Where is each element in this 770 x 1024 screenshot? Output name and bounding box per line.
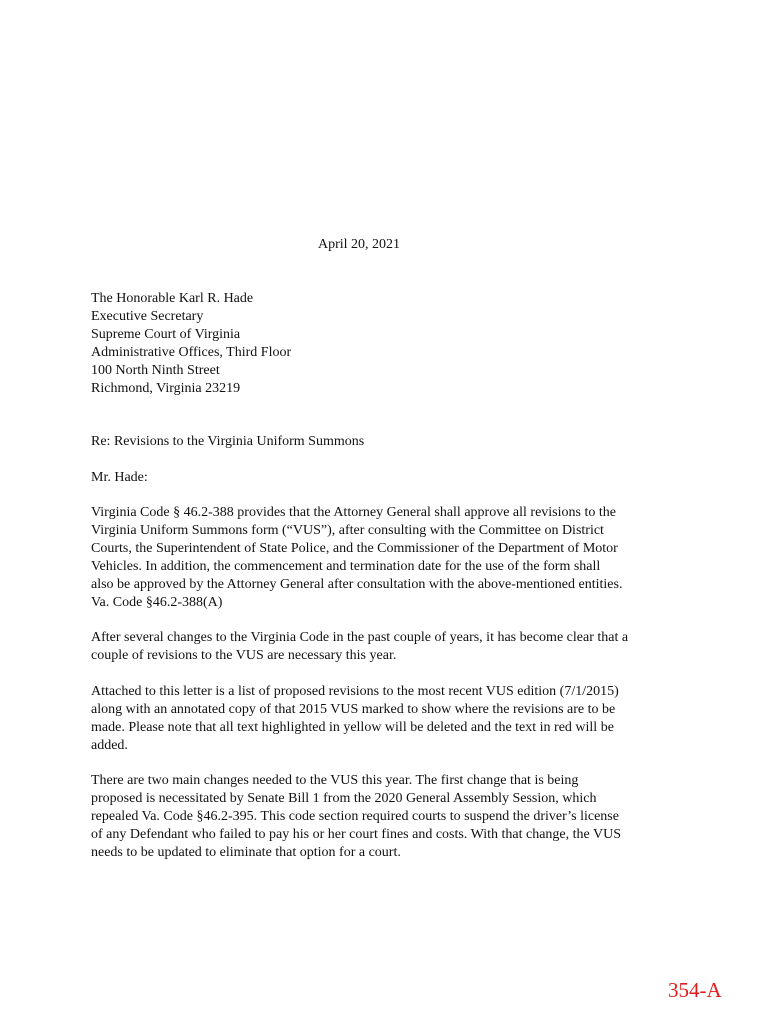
paragraph-line: couple of revisions to the VUS are necessary this year. <box>91 648 397 663</box>
paragraph-line: There are two main changes needed to the VUS this year. The first change that is being <box>91 773 579 788</box>
recipient-street: 100 North Ninth Street <box>91 363 220 378</box>
paragraph-line: repealed Va. Code §46.2-395. This code section required courts to suspend the driver’s license <box>91 809 619 824</box>
recipient-city: Richmond, Virginia 23219 <box>91 381 241 396</box>
paragraph-line: Virginia Code § 46.2-388 provides that the Attorney General shall approve all revisions to the <box>91 505 616 520</box>
paragraph-line: made. Please note that all text highlighted in yellow will be deleted and the text in red will be <box>91 720 614 735</box>
paragraph-line: of any Defendant who failed to pay his or her court fines and costs. With that change, the VUS <box>91 827 622 842</box>
page-number: 354-A <box>668 978 722 1002</box>
recipient-office: Administrative Offices, Third Floor <box>91 345 292 360</box>
body-paragraph-1 <box>91 504 622 612</box>
paragraph-line: Va. Code §46.2-388(A) <box>91 595 223 610</box>
letter-date: April 20, 2021 <box>318 237 401 252</box>
paragraph-line: Attached to this letter is a list of proposed revisions to the most recent VUS edition (7/1/2015) <box>91 684 619 699</box>
paragraph-line: added. <box>91 738 128 753</box>
salutation: Mr. Hade: <box>91 470 148 485</box>
body-paragraph-2 <box>91 629 628 665</box>
paragraph-line: Virginia Uniform Summons form (“VUS”), after consulting with the Committee on District <box>91 523 604 538</box>
paragraph-line: along with an annotated copy of that 2015 VUS marked to show where the revisions are to be <box>91 702 616 717</box>
body-paragraph-4 <box>91 772 621 862</box>
recipient-title: Executive Secretary <box>91 309 204 324</box>
paragraph-line: proposed is necessitated by Senate Bill 1 from the 2020 General Assembly Session, which <box>91 791 597 806</box>
subject-line: Re: Revisions to the Virginia Uniform Summons <box>91 434 365 449</box>
recipient-address <box>91 290 291 398</box>
paragraph-line: needs to be updated to eliminate that option for a court. <box>91 845 401 860</box>
paragraph-line: also be approved by the Attorney General after consultation with the above-mentioned entities. <box>91 577 623 592</box>
recipient-organization: Supreme Court of Virginia <box>91 327 241 342</box>
paragraph-line: Courts, the Superintendent of State Police, and the Commissioner of the Department of Motor <box>91 541 618 556</box>
paragraph-line: After several changes to the Virginia Code in the past couple of years, it has become clear that a <box>91 630 629 645</box>
paragraph-line: Vehicles. In addition, the commencement and termination date for the use of the form shall <box>91 559 601 574</box>
body-paragraph-3 <box>91 683 619 755</box>
recipient-name: The Honorable Karl R. Hade <box>91 291 254 306</box>
